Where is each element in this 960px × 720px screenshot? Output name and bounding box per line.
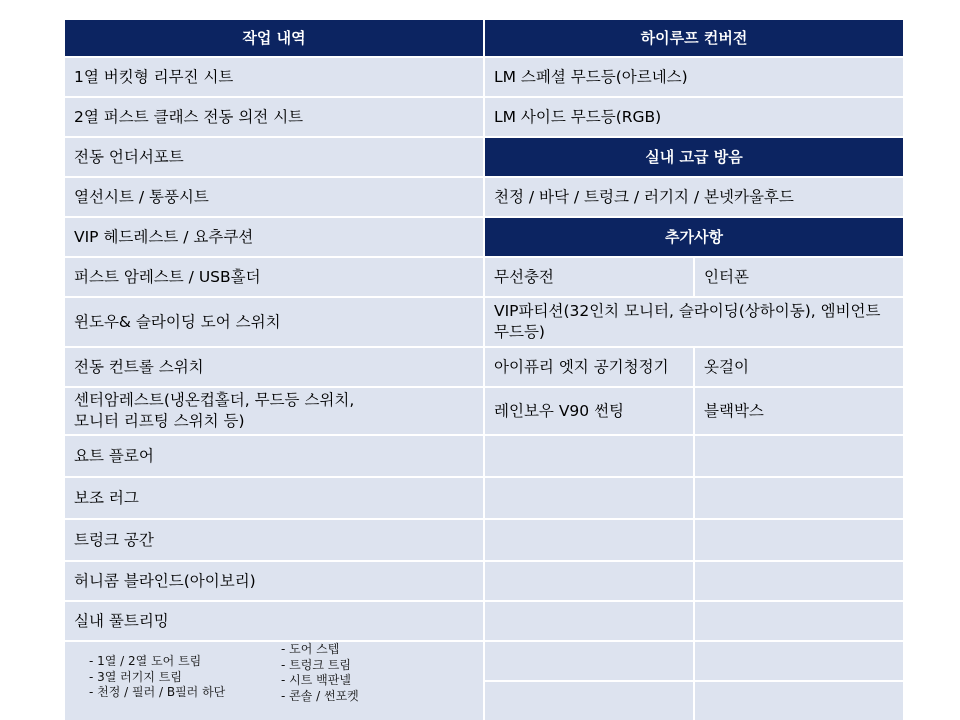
work-details-header: 작업 내역 <box>65 20 483 56</box>
row-divider <box>65 296 903 298</box>
extra-item: 옷걸이 <box>704 357 749 376</box>
row-divider <box>65 518 903 520</box>
column-divider <box>693 256 695 298</box>
column-divider <box>483 20 485 720</box>
extra-item: 무선충전 <box>494 267 554 286</box>
work-details-table <box>65 20 903 720</box>
interior-trimming-item: 실내 풀트리밍 <box>74 611 169 630</box>
row-divider <box>65 176 903 178</box>
column-divider <box>693 346 695 720</box>
extra-item: 아이퓨리 엣지 공기청정기 <box>494 357 669 376</box>
row-divider <box>65 434 903 436</box>
row-divider <box>65 560 903 562</box>
work-item: 2열 퍼스트 클래스 전동 의전 시트 <box>74 107 304 126</box>
trim-subitem: - 천정 / 필러 / B필러 하단 <box>89 685 226 699</box>
conversion-item: LM 사이드 무드등(RGB) <box>494 107 662 126</box>
extra-item: VIP파티션(32인치 모니터, 슬라이딩(상하이동), 엠비언트무드등) <box>494 302 881 341</box>
extras-header: 추가사항 <box>485 218 903 256</box>
trim-subitem: - 도어 스텝 <box>281 642 340 656</box>
work-item: 윈도우& 슬라이딩 도어 스위치 <box>74 312 281 331</box>
extra-item: 레인보우 V90 썬팅 <box>494 401 625 420</box>
extra-item: 블랙박스 <box>704 401 764 420</box>
work-item: 1열 버킷형 리무진 시트 <box>74 67 234 86</box>
work-item: 퍼스트 암레스트 / USB홀더 <box>74 267 261 286</box>
row-divider <box>65 600 903 602</box>
high-roof-conversion-header: 하이루프 컨버전 <box>485 20 903 56</box>
extra-item: 인터폰 <box>704 267 749 286</box>
soundproofing-header: 실내 고급 방음 <box>485 138 903 176</box>
trim-subitem: - 트렁크 트림 <box>281 657 351 672</box>
row-divider <box>65 256 903 258</box>
work-item: 요트 플로어 <box>74 446 154 465</box>
row-divider <box>65 56 903 58</box>
row-divider <box>65 386 903 388</box>
conversion-item: LM 스페셜 무드등(아르네스) <box>494 67 688 86</box>
work-item: VIP 헤드레스트 / 요추쿠션 <box>74 227 254 246</box>
trim-subitem: - 콘솔 / 썬포켓 <box>281 688 359 703</box>
trim-subitem: - 3열 러기지 트림 <box>89 669 182 684</box>
work-item: 허니콤 블라인드(아이보리) <box>74 571 256 590</box>
row-divider <box>65 136 903 138</box>
work-item: 전동 컨트롤 스위치 <box>74 357 204 376</box>
soundproofing-item: 천정 / 바닥 / 트렁크 / 러기지 / 본넷카울후드 <box>494 187 794 206</box>
row-divider <box>485 680 903 682</box>
work-item: 열선시트 / 통풍시트 <box>74 187 209 206</box>
row-divider <box>65 216 903 218</box>
trim-subitem: - 시트 백판넬 <box>281 673 351 687</box>
work-item: 전동 언더서포트 <box>74 147 184 166</box>
row-divider <box>65 96 903 98</box>
row-divider <box>65 346 903 348</box>
trim-sublist-b <box>281 642 359 704</box>
work-item: 트렁크 공간 <box>74 530 154 549</box>
work-item: 보조 러그 <box>74 488 139 507</box>
row-divider <box>65 476 903 478</box>
trim-subitem: - 1열 / 2열 도어 트림 <box>89 654 202 668</box>
row-divider <box>65 640 903 642</box>
work-item: 센터암레스트(냉온컵홀더, 무드등 스위치, 모니터 리프팅 스위치 등) <box>74 391 355 430</box>
trim-sublist-a <box>89 654 225 701</box>
